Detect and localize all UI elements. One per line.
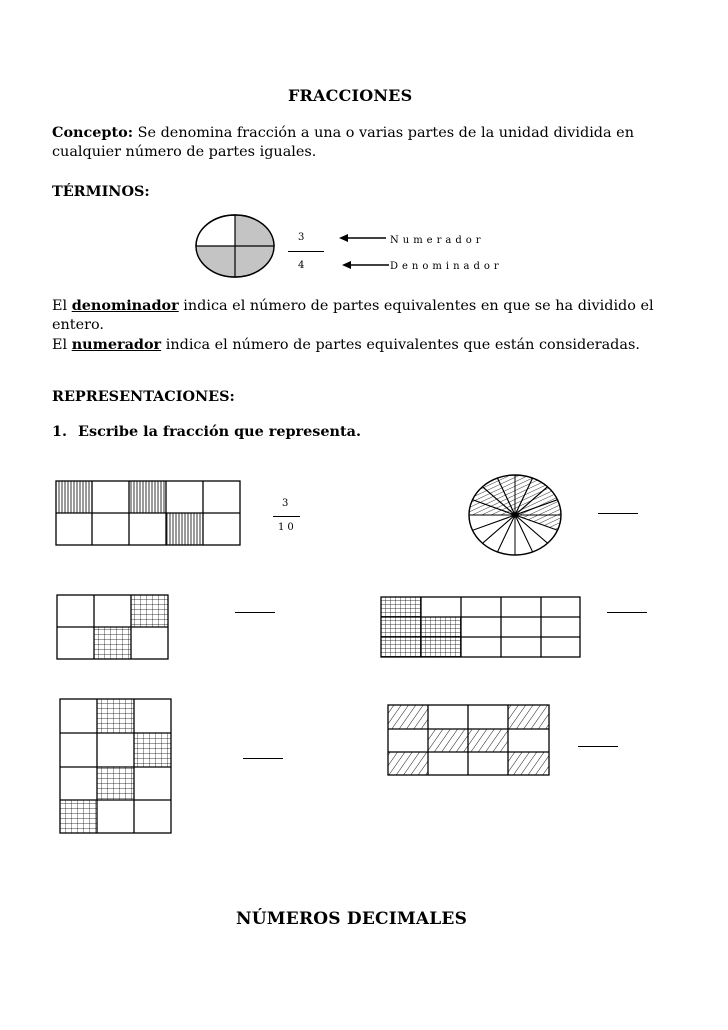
figure-grid-2x3: [56, 594, 170, 660]
denominador-label: Denominador: [390, 261, 503, 272]
circle-fraction-diagram: [195, 214, 275, 278]
concepto-text-line1: Se denomina fracción a una o varias partes de la unidad dividida en: [133, 125, 634, 141]
concepto-label: Concepto:: [52, 124, 134, 141]
explanation-line2: entero.: [52, 317, 104, 333]
arrow-denominator: [342, 260, 392, 270]
explanation-line1-rest: indica el número de partes equivalentes en que se ha dividido el: [178, 298, 654, 314]
figure-grid-3x5: [380, 596, 582, 658]
figure-grid-3x4: [387, 704, 551, 776]
numerador-label: Numerador: [390, 235, 485, 246]
answer-fraction-bar: [273, 516, 300, 517]
answer-blank-grid-3x5[interactable]: [607, 612, 647, 613]
explanation-line3-rest: indica el número de partes equivalentes que están consideradas.: [161, 337, 640, 353]
answer-denominator: 10: [278, 522, 297, 533]
concepto-text-line2: cualquier número de partes iguales.: [52, 144, 317, 160]
term-numerator: 3: [298, 232, 305, 243]
exercise-number: 1.: [52, 423, 68, 440]
answer-blank-grid-2x3[interactable]: [235, 612, 275, 613]
explanation-paragraph: [52, 296, 692, 355]
explanation-el-2: El: [52, 337, 72, 353]
terminos-heading: TÉRMINOS:: [52, 183, 150, 200]
denominador-term: denominador: [71, 297, 179, 314]
representaciones-heading: REPRESENTACIONES:: [52, 388, 235, 405]
answer-blank-pie[interactable]: [598, 513, 638, 514]
explanation-el-1: El: [52, 298, 72, 314]
figure-grid-4x3: [59, 698, 173, 834]
arrow-numerator: [339, 233, 389, 243]
figure-grid-2x5: [55, 480, 241, 546]
answer-blank-grid-3x4[interactable]: [578, 746, 618, 747]
exercise-text: Escribe la fracción que representa.: [78, 423, 361, 440]
exercise-1-instruction: [52, 422, 361, 441]
page-title: FRACCIONES: [288, 86, 413, 105]
section-heading-decimales: NÚMEROS DECIMALES: [236, 909, 468, 929]
term-fraction-bar: [288, 251, 324, 252]
answer-blank-grid-4x3[interactable]: [243, 758, 283, 759]
concepto-paragraph: [52, 123, 692, 162]
answer-numerator: 3: [282, 498, 289, 509]
term-denominator: 4: [298, 260, 305, 271]
figure-pie-16: [467, 473, 563, 557]
numerador-term: numerador: [71, 336, 162, 353]
